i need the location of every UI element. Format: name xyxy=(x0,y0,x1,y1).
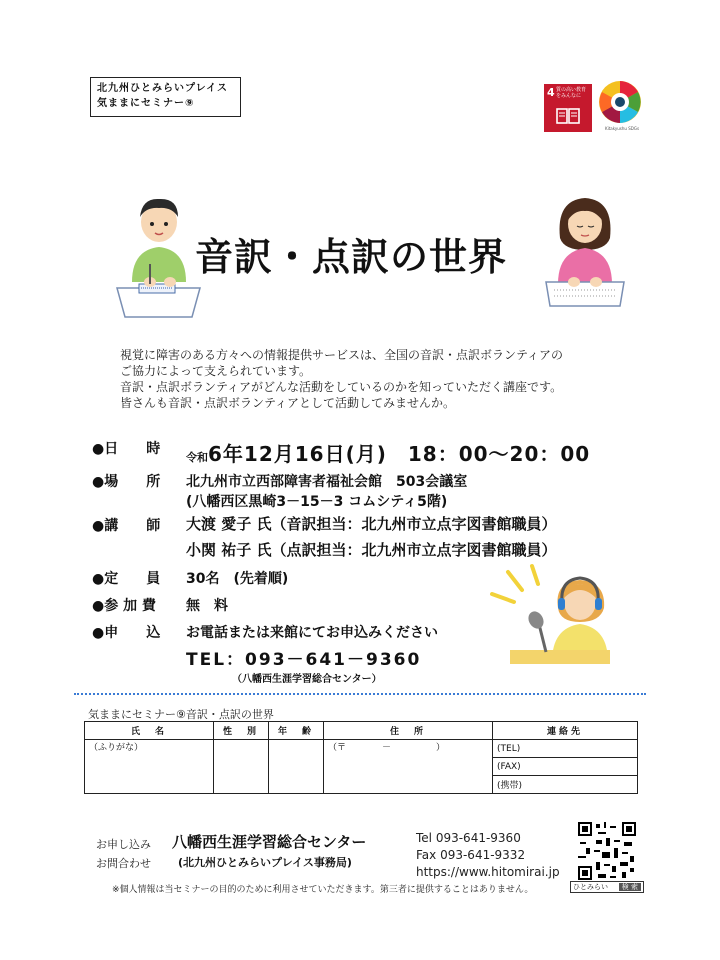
postal-label: （〒 － ） xyxy=(328,743,446,753)
gender-field[interactable] xyxy=(214,740,269,794)
header-name: 氏 名 xyxy=(85,722,214,740)
sdg-caption: 質の高い教育をみんなに xyxy=(556,87,587,99)
age-field[interactable] xyxy=(269,740,324,794)
footer-fax: Fax 093-641-9332 xyxy=(416,848,526,862)
intro-text xyxy=(120,347,563,411)
header-age: 年 齢 xyxy=(269,722,324,740)
lecturer-label: ●講 師 xyxy=(92,518,161,534)
capacity-value: 30名 (先着順) xyxy=(186,571,289,587)
fee-label: ●参 加 費 xyxy=(92,598,156,614)
page-title: 音訳・点訳の世界 xyxy=(195,235,508,279)
sdg-4-icon xyxy=(544,84,592,132)
intro-line: 音訳・点訳ボランティアがどんな活動をしているのかを知っていただく講座です。 xyxy=(120,380,563,394)
header-address: 住 所 xyxy=(324,722,493,740)
tel-field[interactable] xyxy=(493,740,638,758)
lecturer-1: 大渡 愛子 氏（音訳担当：北九州市立点字図書館職員） xyxy=(186,515,557,533)
org-sub: (北九州ひとみらいプレイス事務局) xyxy=(178,856,352,869)
place-label: ●場 所 xyxy=(92,474,161,490)
era-label: 令和 xyxy=(186,451,208,464)
address-field[interactable] xyxy=(324,740,493,794)
fee-value: 無 料 xyxy=(186,598,228,614)
book-icon xyxy=(556,108,580,124)
intro-line: 皆さんも音訳・点訳ボランティアとして活動してみませんか。 xyxy=(120,396,456,410)
application-form xyxy=(84,721,638,794)
date-time: 6年12月16日(月) 18：00～20：00 xyxy=(208,442,591,466)
sdg-number: 4 xyxy=(547,86,555,99)
braille-reader-illustration xyxy=(112,192,206,320)
apply-label: ●申 込 xyxy=(92,625,161,641)
radio-reader-illustration xyxy=(488,562,618,666)
wheel-caption: Kitakyushu SDGs xyxy=(604,126,640,131)
tel-label: (TEL) xyxy=(497,743,521,754)
furigana-label: （ふりがな） xyxy=(89,743,144,753)
series-line-1: 北九州ひとみらいプレイス xyxy=(97,83,228,94)
place-value: 北九州市立西部障害者福祉会館 503会議室 xyxy=(186,474,468,490)
date-label: ●日 時 xyxy=(92,441,161,457)
mobile-label: (携帯) xyxy=(497,781,523,791)
capacity-label: ●定 員 xyxy=(92,571,161,587)
form-title: 気ままにセミナー⑨音訳・点訳の世界 xyxy=(88,708,274,721)
search-badge-button: 検 索 xyxy=(619,883,641,891)
lecturer-2: 小関 祐子 氏（点訳担当：北九州市立点字図書館職員） xyxy=(186,541,557,559)
footer-url[interactable]: https://www.hitomirai.jp xyxy=(416,865,560,879)
date-value xyxy=(186,438,590,467)
phone-owner: （八幡西生涯学習総合センター） xyxy=(232,674,382,685)
header-gender: 性 別 xyxy=(214,722,269,740)
series-line-2: 気ままにセミナー⑨ xyxy=(97,98,195,109)
series-label xyxy=(90,77,241,117)
apply-value: お電話または来館にてお申込みください xyxy=(186,625,438,641)
intro-line: 視覚に障害のある方々への情報提供サービスは、全国の音訳・点訳ボランティアの xyxy=(120,348,564,362)
fax-label: (FAX) xyxy=(497,761,521,772)
phone-number: TEL：093－641－9360 xyxy=(186,650,422,670)
qr-code[interactable] xyxy=(578,822,636,880)
mobile-field[interactable] xyxy=(493,776,638,794)
apply-label-footer: お申し込み xyxy=(96,838,151,851)
intro-line: ご協力によって支えられています。 xyxy=(120,364,312,378)
search-badge[interactable] xyxy=(570,881,644,893)
name-field[interactable] xyxy=(85,740,214,794)
place-sub: (八幡西区黒崎3－15－3 コムシティ5階) xyxy=(186,494,448,510)
privacy-note: ※個人情報は当セミナーの目的のために利用させていただきます。第三者に提供することはありません。 xyxy=(112,885,534,895)
sdgs-wheel-icon xyxy=(598,80,642,124)
fax-field[interactable] xyxy=(493,758,638,776)
footer-tel: Tel 093-641-9360 xyxy=(416,831,521,845)
braille-writer-illustration xyxy=(544,190,626,310)
org-name: 八幡西生涯学習総合センター xyxy=(172,833,367,851)
header-contact: 連絡先 xyxy=(493,722,638,740)
cut-line xyxy=(74,693,646,695)
search-badge-text: ひとみらい xyxy=(573,883,608,891)
inquiry-label: お問合わせ xyxy=(96,857,151,870)
